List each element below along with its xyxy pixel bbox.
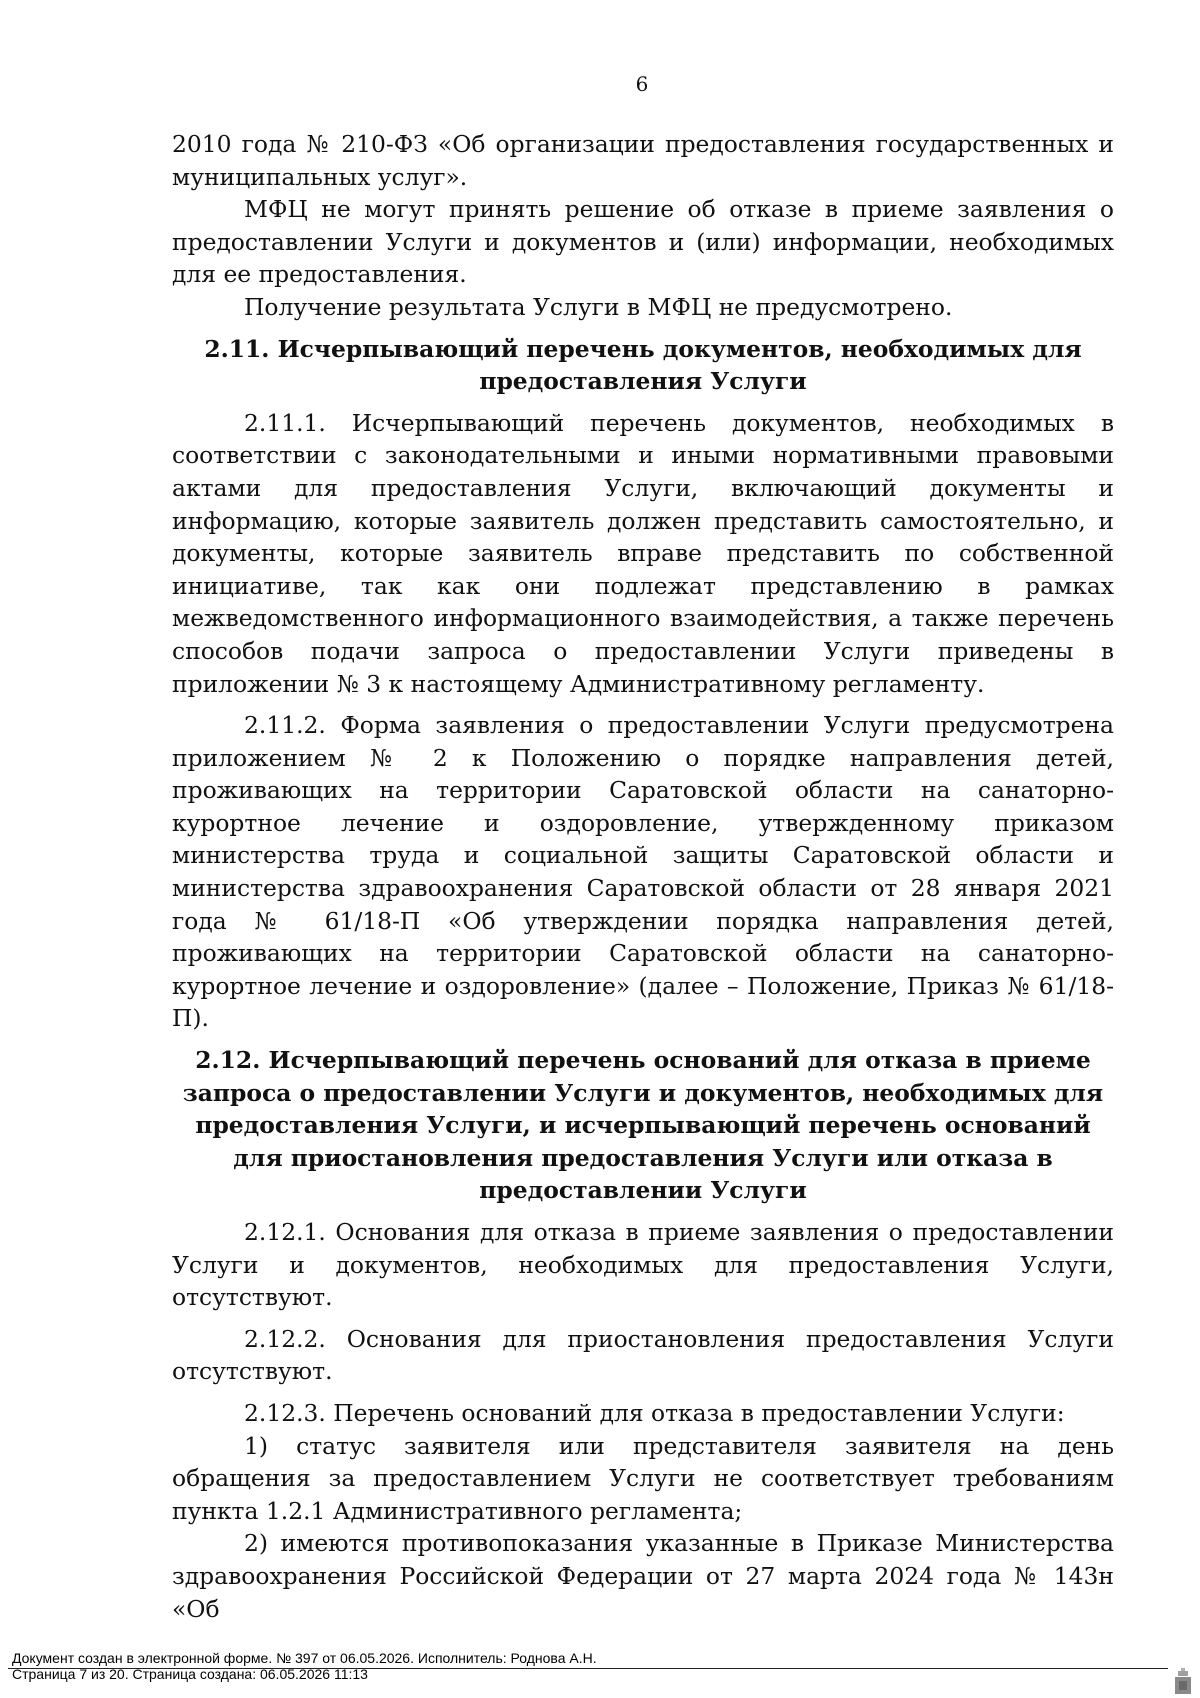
paragraph: 2.12.1. Основания для отказа в приеме заявления о предоставлении Услуги и документов, необходимых для предоставления Услуги, отсутствуют.: [172, 1218, 1114, 1312]
footer-line-1: Документ создан в электронной форме. № 397 от 06.05.2026. Исполнитель: Роднова А.Н.: [12, 1650, 597, 1666]
page-number: 6: [635, 72, 649, 96]
paragraph: 2.12.3. Перечень оснований для отказа в предоставлении Услуги:: [244, 1398, 1065, 1427]
paragraph: 1) статус заявителя или представителя заявителя на день обращения за предоставлением Услуги не соответствует требованиям пункта 1.2.1 Административного регламента;: [172, 1431, 1114, 1525]
coat-of-arms-icon: [1172, 1668, 1194, 1696]
paragraph: 2.12.2. Основания для приостановления предоставления Услуги отсутствуют.: [172, 1324, 1114, 1386]
section-heading: 2.12. Исчерпывающий перечень оснований для отказа в приеме запроса о предоставлении Услуги и документов, необходимых для предоставления Услуги, и исчерпывающий перечень оснований для приостановления предоставления Услуги или отказа в предоставлении Услуги: [182, 1046, 1104, 1205]
paragraph: 2.11.1. Исчерпывающий перечень документов, необходимых в соответствии с законодательными и иными нормативными правовыми актами для предоставления Услуги, включающий документы и информацию, которые заявитель должен представить самостоятельно, и документы, которые заявитель вправе представить по собственной инициативе, так как они подлежат представлению в рамках межведомственного информационного взаимодействия, а также перечень способов подачи запроса о предоставлении Услуги приведены в приложении № 3 к настоящему Административному регламенту.: [172, 408, 1114, 698]
paragraph: 2) имеются противопоказания указанные в Приказе Министерства здравоохранения Российской Федерации от 27 марта 2024 года № 143н «Об: [172, 1529, 1114, 1623]
footer-line-2: Страница 7 из 20. Страница создана: 06.05.2026 11:13: [12, 1666, 368, 1682]
paragraph: МФЦ не могут принять решение об отказе в приеме заявления о предоставлении Услуги и документов и (или) информации, необходимых для ее предоставления.: [172, 195, 1114, 289]
section-heading: 2.11. Исчерпывающий перечень документов, необходимых для предоставления Услуги: [204, 334, 1082, 396]
paragraph: 2.11.2. Форма заявления о предоставлении Услуги предусмотрена приложением № 2 к Положению о порядке направления детей, проживающих на территории Саратовской области на санаторно-курортное лечение и оздоровление, утвержденному приказом министерства труда и социальной защиты Саратовской области и министерства здравоохранения Саратовской области от 28 января 2021 года № 61/18-П «Об утверждении порядка направления детей, проживающих на территории Саратовской области на санаторно-курортное лечение и оздоровление» (далее – Положение, Приказ № 61/18-П).: [172, 711, 1114, 1033]
document-footer: [12, 1650, 597, 1682]
paragraph: Получение результата Услуги в МФЦ не предусмотрено.: [244, 292, 953, 321]
paragraph: 2010 года № 210-ФЗ «Об организации предоставления государственных и муниципальных услуг».: [172, 130, 1114, 191]
document-body: [172, 128, 1114, 1625]
